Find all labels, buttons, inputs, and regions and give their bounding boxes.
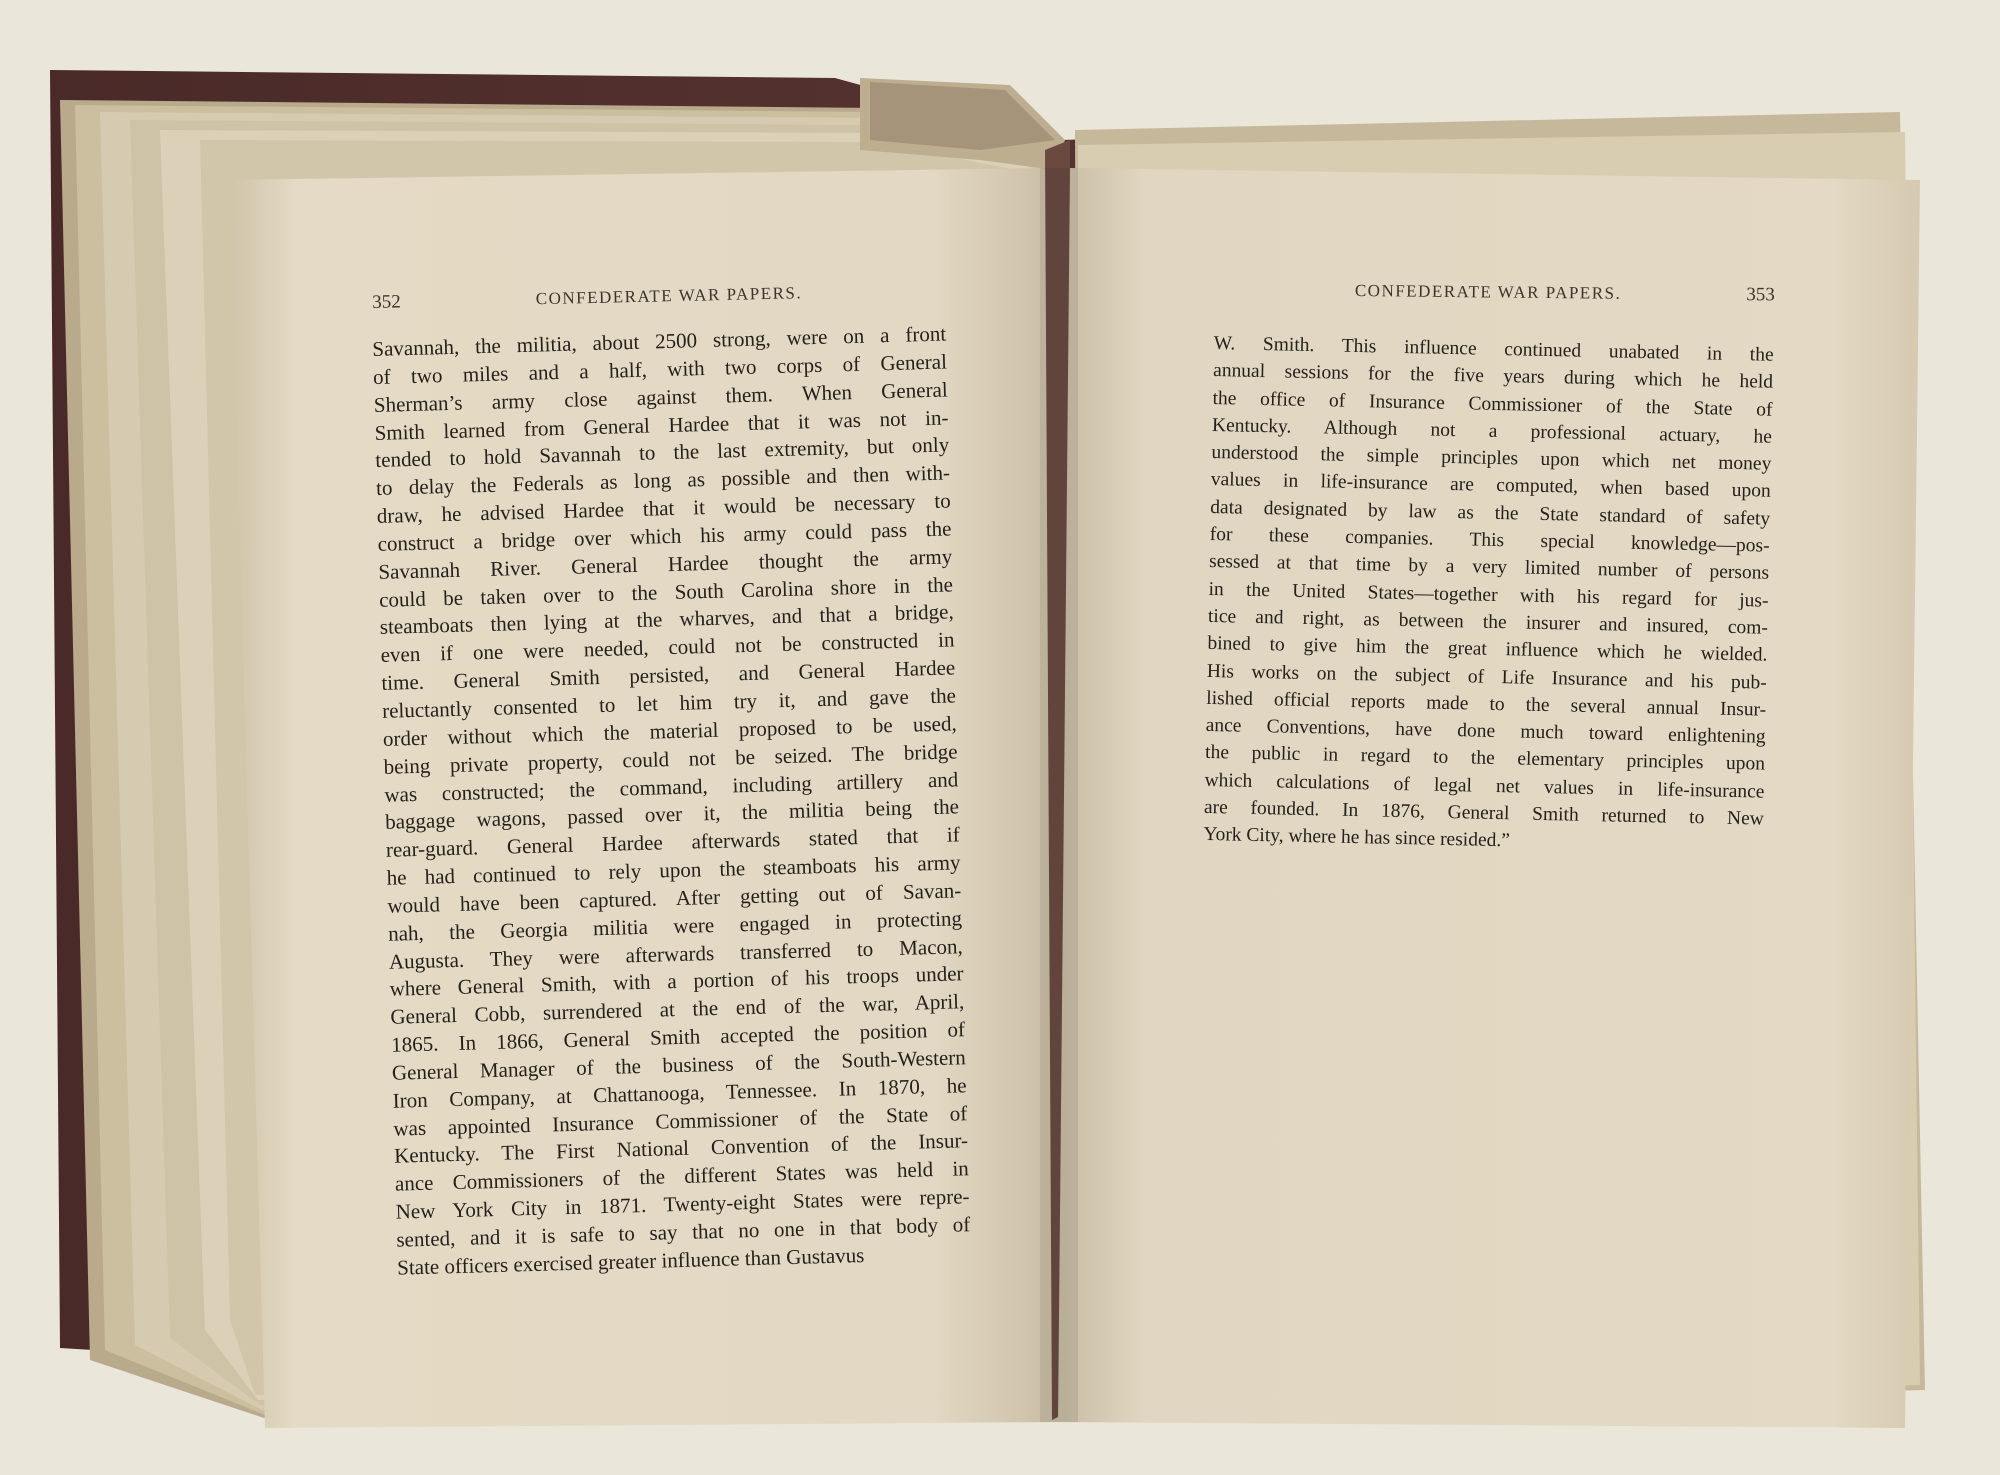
text-line: steamboats then lying at the wharves, and that a bridge, <box>379 599 954 640</box>
left-page-number: 352 <box>372 291 401 313</box>
text-line: Iron Company, at Chattanooga, Tennessee. In 1870, he <box>392 1072 967 1113</box>
text-line: in the United States—together with his regard for jus- <box>1208 578 1769 612</box>
text-line: Savannah, the militia, about 2500 strong, were on a front <box>372 321 947 361</box>
left-page-text <box>372 320 971 1282</box>
text-line: W. Smith. This influence continued unabated in the <box>1213 332 1774 366</box>
text-line: annual sessions for the five years during which he held <box>1212 360 1774 394</box>
text-line: rear-guard. General Hardee afterwards stated that if <box>385 822 961 862</box>
text-line: was appointed Insurance Commissioner of the State of <box>393 1100 968 1141</box>
text-line: to delay the Federals as long as possible and then with- <box>375 460 951 501</box>
text-line: time. General Smith persisted, and General Hardee <box>381 655 956 695</box>
text-line: order without which the material proposed to be used, <box>382 711 958 751</box>
text-line: Kentucky. Although not a professional actuary, he <box>1211 414 1773 448</box>
text-line: of two miles and a half, with two corps of General <box>372 349 948 389</box>
gutter-shadow <box>1040 168 1078 1422</box>
right-page-number: 353 <box>1746 284 1775 306</box>
text-line: Augusta. They were afterwards transferred to Macon, <box>388 933 964 974</box>
text-line: values in life-insurance are computed, when based upon <box>1210 469 1771 503</box>
text-line: nah, the Georgia militia were engaged in protecting <box>387 905 963 946</box>
text-line: 1865. In 1866, General Smith accepted the position of <box>390 1017 966 1057</box>
text-line: baggage wagons, passed over it, the militia being the <box>384 794 960 835</box>
text-line: even if one were needed, could not be constructed in <box>380 627 955 668</box>
text-line: His works on the subject of Life Insurance and his pub- <box>1206 660 1767 694</box>
text-line: construct a bridge over which his army could pass the <box>377 516 952 556</box>
text-line: State officers exercised greater influence than Gustavus <box>396 1242 865 1280</box>
text-line: are founded. In 1876, General Smith returned to New <box>1203 796 1765 830</box>
right-page-text <box>1203 330 1774 860</box>
text-line: would have been captured. After getting out of Savan- <box>387 878 962 918</box>
text-line: tice and right, as between the insurer and insured, com- <box>1207 605 1769 639</box>
text-line: understood the simple principles upon which net money <box>1211 442 1772 475</box>
text-line: lished official reports made to the several annual Insur- <box>1206 687 1767 721</box>
right-running-head <box>1355 280 1775 306</box>
text-line: being private property, could not be seized. The bridge <box>383 738 958 779</box>
text-line: New York City in 1871. Twenty-eight States were repre- <box>395 1184 970 1224</box>
text-line: bined to give him the great influence which he wielded. <box>1207 633 1768 666</box>
left-running-title: CONFEDERATE WAR PAPERS. <box>535 283 803 309</box>
text-line: Kentucky. The First National Convention of the Insur- <box>393 1128 969 1169</box>
text-line: York City, where he has since resided.” <box>1203 824 1511 852</box>
text-line: ance Commissioners of the different States was held in <box>394 1156 970 1196</box>
text-line: where General Smith, with a portion of his troops under <box>389 961 964 1002</box>
text-line: which calculations of legal net values in life-insurance <box>1204 769 1765 803</box>
text-line: tended to hold Savannah to the last extremity, but only <box>375 432 950 473</box>
text-line: Savannah River. General Hardee thought the army <box>378 544 953 584</box>
text-line: the public in regard to the elementary principles upon <box>1204 742 1766 776</box>
text-line: sented, and it is safe to say that no one in that body of <box>396 1212 971 1252</box>
text-line: he had continued to rely upon the steamboats his army <box>386 850 961 890</box>
text-line: for these companies. This special knowledge—pos- <box>1209 524 1770 557</box>
text-line: sessed at that time by a very limited number of persons <box>1208 551 1770 585</box>
text-line: ance Conventions, have done much toward enlightening <box>1205 715 1766 748</box>
right-running-title: CONFEDERATE WAR PAPERS. <box>1354 280 1622 303</box>
text-line: General Cobb, surrendered at the end of the war, April, <box>390 989 965 1029</box>
text-line: Sherman’s army close against them. When General <box>373 377 948 417</box>
text-line: Smith learned from General Hardee that it was not in- <box>374 404 949 445</box>
text-line: reluctantly consented to let him try it, and gave the <box>381 683 957 723</box>
text-line: the office of Insurance Commissioner of the State of <box>1212 387 1773 421</box>
text-line: General Manager of the business of the South-Western <box>391 1045 967 1085</box>
text-line: data designated by law as the State standard of safety <box>1210 496 1771 530</box>
text-line: could be taken over to the South Carolina shore in the <box>378 571 954 612</box>
text-line: draw, he advised Hardee that it would be necessary to <box>376 488 951 528</box>
text-line: was constructed; the command, including artillery and <box>384 766 959 807</box>
